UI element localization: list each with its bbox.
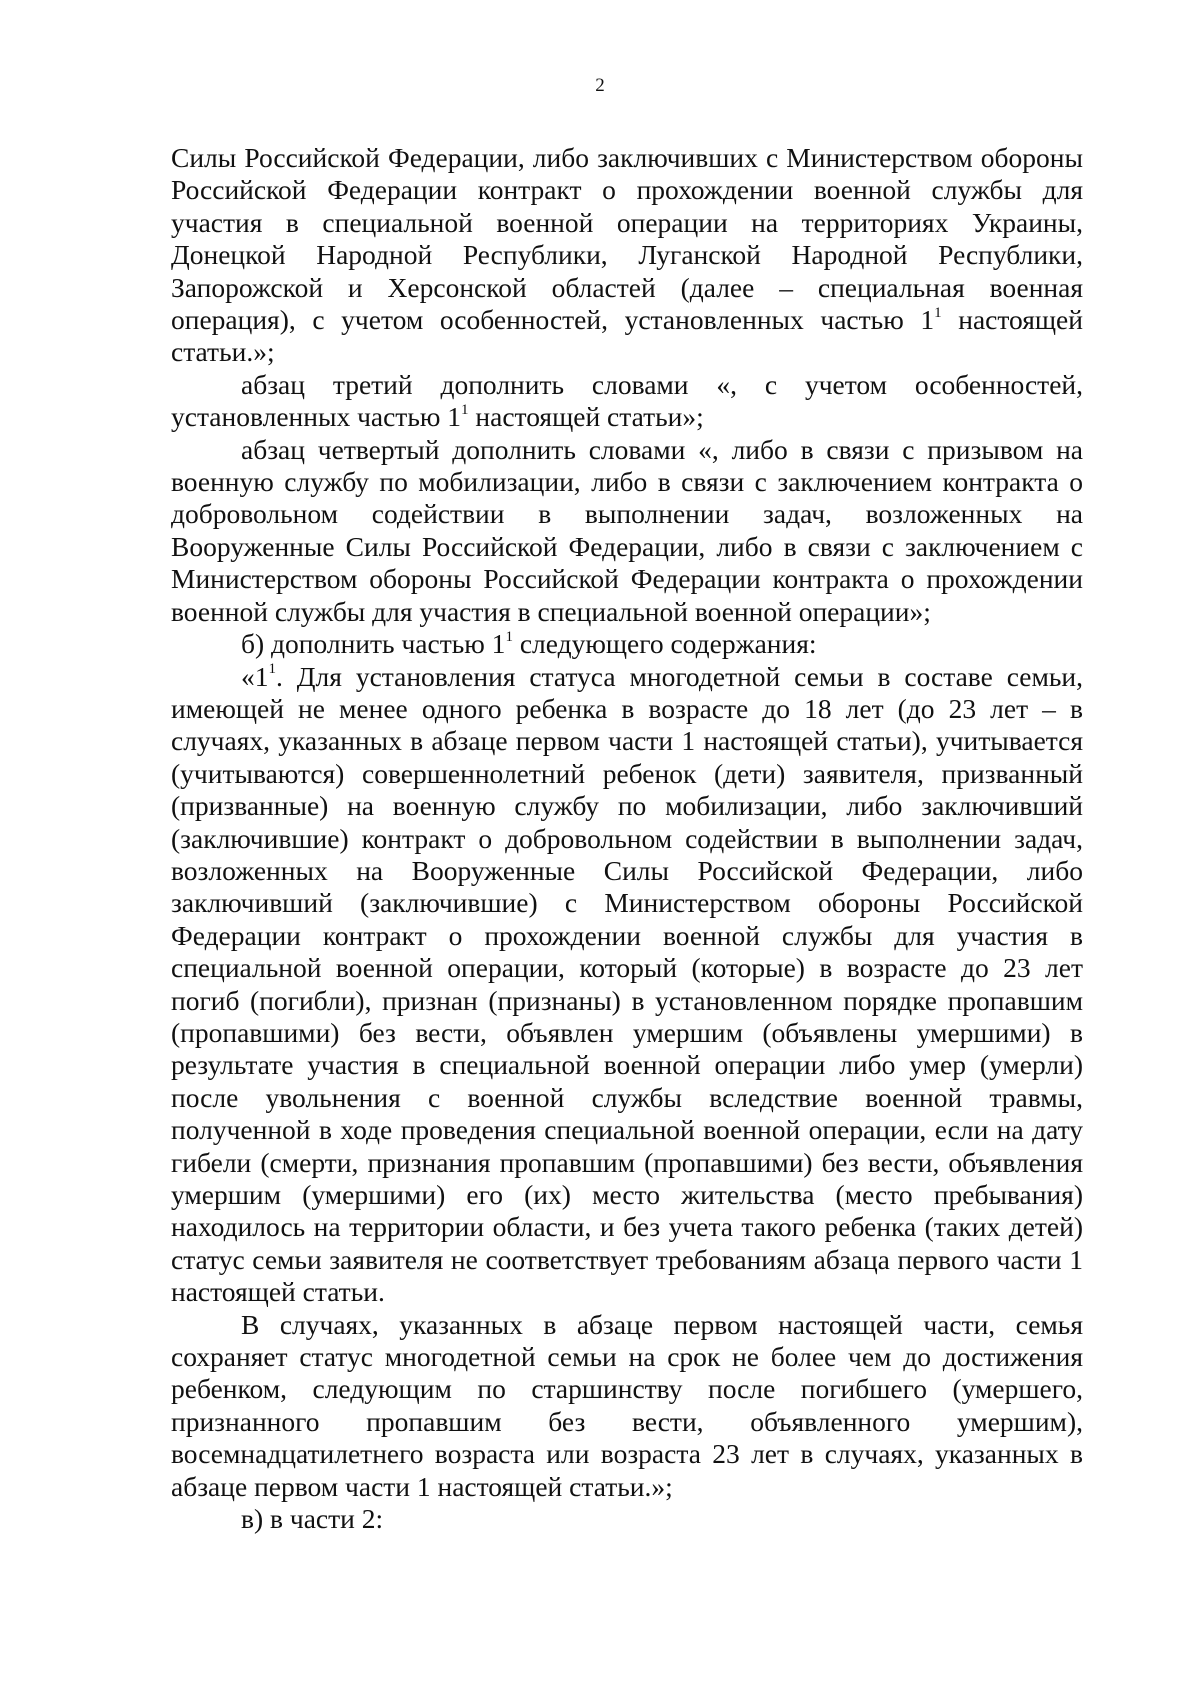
superscript: 1 [505,628,513,645]
paragraph [171,434,1083,628]
paragraph-text: в) в части 2: [241,1503,384,1535]
superscript: 1 [461,402,469,419]
paragraph-text: . Для установления статуса многодетной семьи в составе семьи, имеющей не менее одного ребенка в возрасте до 18 лет (до 23 лет – в случаях, указанных в абзаце первом части 1 настоящей статьи), учитывается (учитываются) совершеннолетний ребенок (дети) заявителя, призванный (призванные) на военную службу по мобилизации, либо заключивший (заключившие) контракт о добровольном содействии в выполнении задач, возложенных на Вооруженные Силы Российской Федерации, либо заключивший (заключившие) с Министерством обороны Российской Федерации контракт о прохождении военной службы для участия в специальной военной операции, который (которые) в возрасте до 23 лет погиб (погибли), признан (признаны) в установленном порядке пропавшим (пропавшими) без вести, объявлен умершим (объявлены умершими) в результате участия в специальной военной операции либо умер (умерли) после увольнения с военной службы вследствие военной травмы, полученной в ходе проведения специальной военной операции, если на дату гибели (смерти, признания пропавшим (пропавшими) без вести, объявления умершим (умершими) его (их) место жительства (место пребывания) находилось на территории области, и без учета такого ребенка (таких детей) статус семьи заявителя не соответствует требованиям абзаца первого части 1 настоящей статьи. [171,660,1083,1308]
paragraph [171,369,1083,434]
paragraph [171,1309,1083,1503]
paragraph-text: настоящей статьи.»; [171,304,1083,368]
paragraph-text: В случаях, указанных в абзаце первом настоящей части, семья сохраняет статус многодетной семьи на срок не более чем до достижения ребенком, следующим по старшинству после погибшего (умершего, признанного пропавшим без вести, объявленного умершим), восемнадцатилетнего возраста или возраста 23 лет в случаях, указанных в абзаце первом части 1 настоящей статьи.»; [171,1308,1083,1502]
paragraph [171,661,1083,1309]
paragraph-text: б) дополнить частью 1 [241,628,506,660]
paragraph-text: настоящей статьи»; [468,401,704,433]
document-body [171,142,1083,1535]
page-number: 2 [595,75,605,96]
paragraph-text: абзац четвертый дополнить словами «, либо в связи с призывом на военную службу по мобилизации, либо в связи с заключением контракта о добровольном содействии в выполнении задач, возложенных на Вооруженные Силы Российской Федерации, либо в связи с заключением с Министерством обороны Российской Федерации контракта о прохождении военной службы для участия в специальной военной операции»; [171,433,1083,627]
paragraph [171,628,1083,660]
paragraph-text: Силы Российской Федерации, либо заключивших с Министерством обороны Российской Федерации контракт о прохождении военной службы для участия в специальной военной операции на территориях Украины, Донецкой Народной Республики, Луганской Народной Республики, Запорожской и Херсонской областей (далее – специальная военная операция), с учетом особенностей, установленных частью 1 [171,142,1083,336]
superscript: 1 [934,304,942,321]
paragraph [171,1503,1083,1535]
paragraph-text: следующего содержания: [512,628,817,660]
paragraph-text: абзац третий дополнить словами «, с учетом особенностей, установленных частью 1 [171,368,1083,433]
paragraph-text: «1 [241,660,269,692]
superscript: 1 [268,661,276,678]
paragraph [171,142,1083,369]
